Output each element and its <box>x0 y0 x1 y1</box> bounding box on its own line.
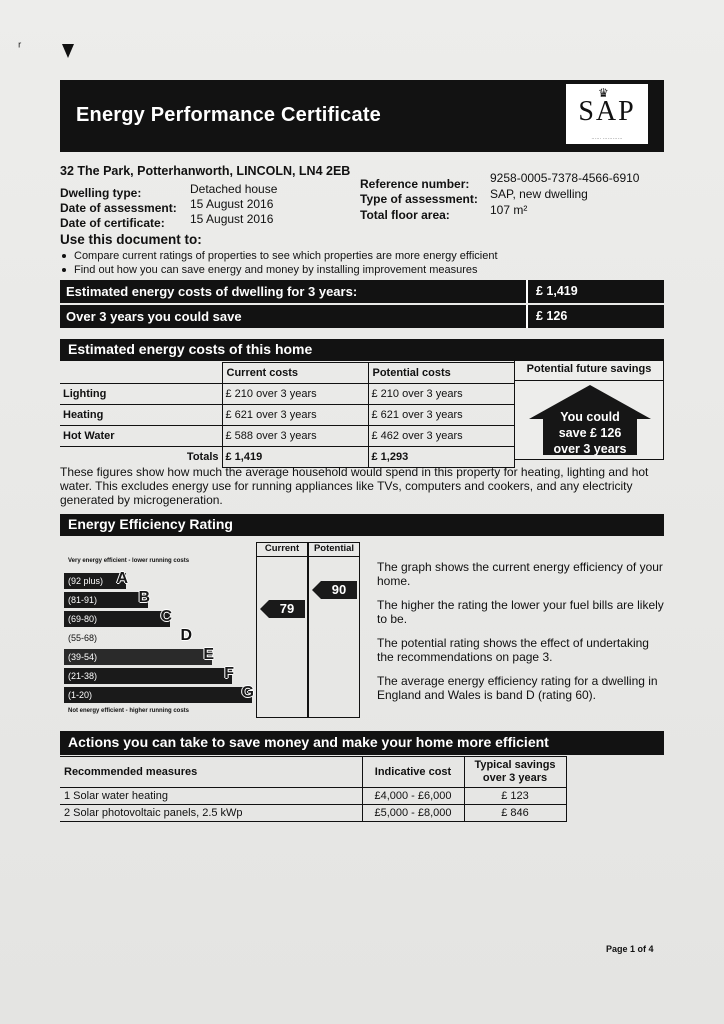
list-item: Find out how you can save energy and money by installing improvement measures <box>62 264 478 276</box>
totals-row: Totals £ 1,419 £ 1,293 <box>60 447 514 468</box>
actions-section-header: Actions you can take to save money and make your home more efficient <box>60 731 664 755</box>
table-row: Lighting £ 210 over 3 years £ 210 over 3 years <box>60 384 514 405</box>
property-address: 32 The Park, Potterhanworth, LINCOLN, LN4 2EB <box>60 164 351 178</box>
certificate-date-value: 15 August 2016 <box>190 212 274 226</box>
current-rating-arrow: 79 <box>269 600 305 618</box>
band-e: (39-54) E <box>64 649 212 665</box>
dwelling-type-label: Dwelling type: <box>60 186 142 200</box>
dwelling-type-value: Detached house <box>190 182 278 196</box>
estimated-costs-bar: Estimated energy costs of dwelling for 3 years: £ 1,419 <box>60 280 664 303</box>
crown-icon: ♛ <box>598 86 609 100</box>
reference-label: Reference number: <box>360 177 470 191</box>
band-b: (81-91) B <box>64 592 148 608</box>
table-row: 2 Solar photovoltaic panels, 2.5 kWp £5,000 - £8,000 £ 846 <box>60 805 566 822</box>
assessment-date-value: 15 August 2016 <box>190 197 274 211</box>
band-g: (1-20) G <box>64 687 252 703</box>
table-row: Hot Water £ 588 over 3 years £ 462 over 3 years <box>60 426 514 447</box>
page-title: Energy Performance Certificate <box>76 104 382 126</box>
potential-column: Potential 90 <box>308 542 360 718</box>
potential-costs-header: Potential costs <box>368 363 514 384</box>
floor-area-label: Total floor area: <box>360 208 450 222</box>
assessment-type-value: SAP, new dwelling <box>490 187 588 201</box>
current-column: Current 79 <box>256 542 308 718</box>
rating-section-header: Energy Efficiency Rating <box>60 514 664 536</box>
scan-triangle-icon <box>62 44 74 58</box>
bottom-caption: Not energy efficient - higher running costs <box>68 708 190 714</box>
estimated-costs-value: £ 1,419 <box>536 284 578 298</box>
actions-table: Recommended measures Indicative cost Typical savings over 3 years 1 Solar water heating £4,000 - £6,000 £ 123 2 Solar photovoltaic panels, 2.5 kWp £5,000 - £8,000 £ 846 <box>60 756 567 822</box>
use-title: Use this document to: <box>60 232 202 247</box>
band-a: (92 plus) A <box>64 573 126 589</box>
could-save-value: £ 126 <box>536 309 568 323</box>
table-row: 1 Solar water heating £4,000 - £6,000 £ 123 <box>60 788 566 805</box>
figures-explanation: These figures show how much the average household would spend in this property for heating, lighting and hot water. This excludes energy use for running appliances like TVs, computers and cookers, and any electricity generated by microgeneration. <box>60 465 649 507</box>
current-costs-header: Current costs <box>222 363 368 384</box>
certificate-date-label: Date of certificate: <box>60 216 165 230</box>
rating-note: The average energy efficiency rating for a dwelling in England and Wales is band D (rating 60). <box>377 674 658 702</box>
band-f: (21-38) F <box>64 668 232 684</box>
band-c: (69-80) C <box>64 611 170 627</box>
list-item: Compare current ratings of properties to see which properties are more energy efficient <box>62 250 498 262</box>
reference-value: 9258-0005-7378-4566-6910 <box>490 171 640 185</box>
efficiency-band-chart <box>60 544 256 720</box>
sap-logo: ♛ SAP …… ………… <box>566 84 648 144</box>
rating-note: The graph shows the current energy efficiency of your home. <box>377 560 663 588</box>
potential-rating-arrow: 90 <box>321 581 357 599</box>
floor-area-value: 107 m² <box>490 203 528 217</box>
page-number: Page 1 of 4 <box>606 944 654 954</box>
band-d: (55-68) D <box>68 627 192 644</box>
rating-note: The higher the rating the lower your fuel bills are likely to be. <box>377 598 664 626</box>
could-save-bar: Over 3 years you could save £ 126 <box>60 305 664 328</box>
costs-table <box>60 362 515 468</box>
assessment-date-label: Date of assessment: <box>60 201 177 215</box>
scan-mark-icon: ʳ <box>18 38 22 54</box>
header-bar <box>60 80 664 152</box>
rating-note: The potential rating shows the effect of undertaking the recommendations on page 3. <box>377 636 649 664</box>
top-caption: Very energy efficient - lower running costs <box>68 558 190 564</box>
rating-columns <box>256 542 360 718</box>
savings-message: You could save £ 126 over 3 years <box>553 410 627 456</box>
costs-section-header: Estimated energy costs of this home <box>60 339 664 361</box>
assessment-type-label: Type of assessment: <box>360 192 478 206</box>
table-row: Heating £ 621 over 3 years £ 621 over 3 years <box>60 405 514 426</box>
potential-savings-box: Potential future savings You could save £ 126 over 3 years <box>514 360 664 460</box>
